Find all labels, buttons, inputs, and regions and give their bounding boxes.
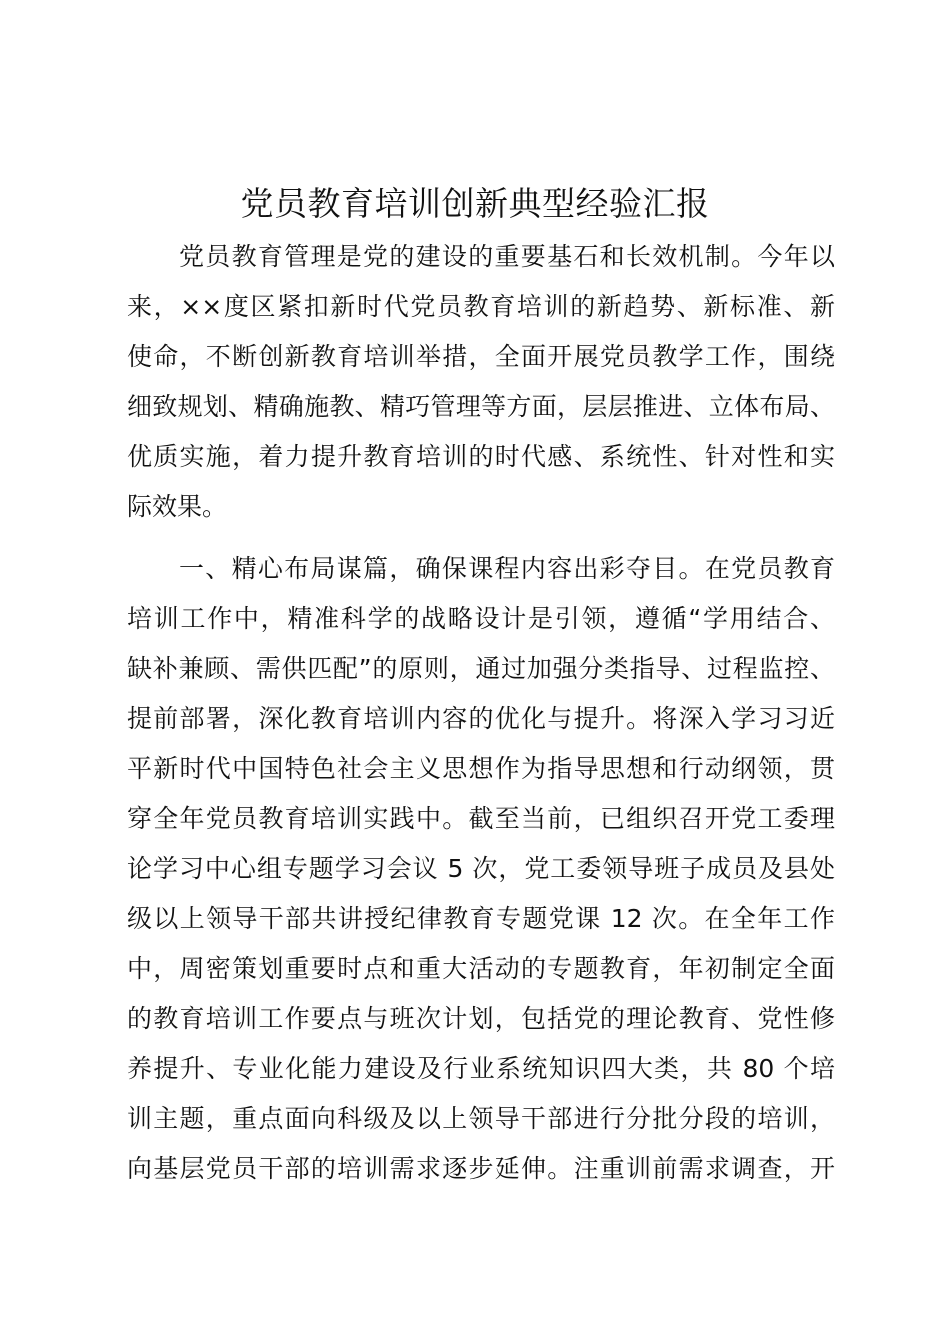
document-title: 党员教育培训创新典型经验汇报 (240, 184, 710, 223)
text-line: 使命，不断创新教育培训举措，全面开展党员教学工作，围绕 (127, 342, 835, 371)
text-line: 平新时代中国特色社会主义思想作为指导思想和行动纲领，贯 (127, 754, 835, 783)
text-line: 际效果。 (127, 492, 228, 521)
text-line: 训主题，重点面向科级及以上领导干部进行分批分段的培训， (127, 1104, 835, 1133)
text-line: 党员教育管理是党的建设的重要基石和长效机制。今年以 (179, 242, 835, 271)
text-line: 中，周密策划重要时点和重大活动的专题教育，年初制定全面 (127, 954, 835, 983)
text-line: 级以上领导干部共讲授纪律教育专题党课 12 次。在全年工作 (127, 904, 835, 933)
text-line: 一、精心布局谋篇，确保课程内容出彩夺目。在党员教育 (179, 554, 835, 583)
paragraph-section-1 (127, 544, 835, 1194)
text-line: 培训工作中，精准科学的战略设计是引领，遵循“学用结合、 (127, 604, 835, 633)
text-line: 穿全年党员教育培训实践中。截至当前，已组织召开党工委理 (127, 804, 835, 833)
text-line: 的教育培训工作要点与班次计划，包括党的理论教育、党性修 (127, 1004, 835, 1033)
text-line: 向基层党员干部的培训需求逐步延伸。注重训前需求调查，开 (127, 1154, 835, 1183)
text-line: 优质实施，着力提升教育培训的时代感、系统性、针对性和实 (127, 442, 835, 471)
paragraph-intro (127, 232, 835, 532)
text-line: 论学习中心组专题学习会议 5 次，党工委领导班子成员及县处 (127, 854, 835, 883)
text-line: 提前部署，深化教育培训内容的优化与提升。将深入学习习近 (127, 704, 835, 733)
document-body (127, 232, 835, 1194)
text-line: 养提升、专业化能力建设及行业系统知识四大类，共 80 个培 (127, 1054, 835, 1083)
text-line: 来，××度区紧扣新时代党员教育培训的新趋势、新标准、新 (127, 292, 835, 321)
text-line: 缺补兼顾、需供匹配”的原则，通过加强分类指导、过程监控、 (127, 654, 835, 683)
text-line: 细致规划、精确施教、精巧管理等方面，层层推进、立体布局、 (127, 392, 835, 421)
